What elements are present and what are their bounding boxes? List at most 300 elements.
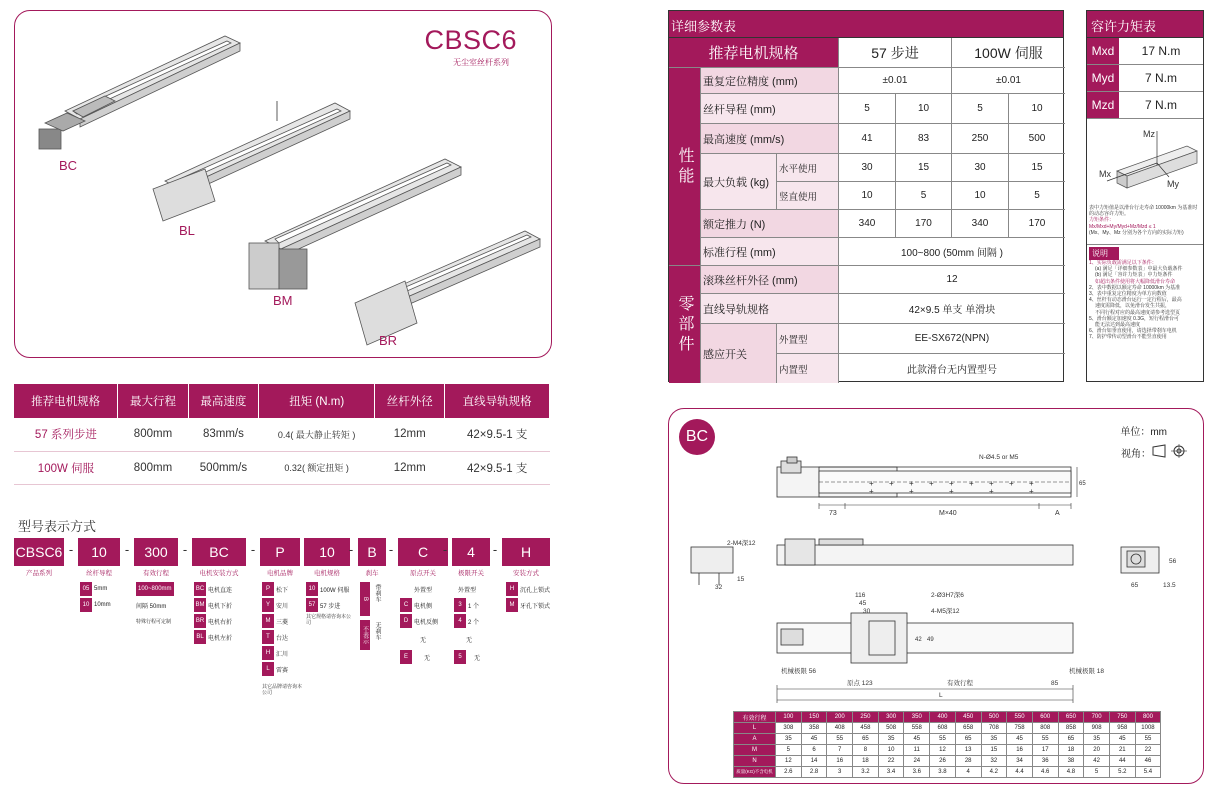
option-mount bbox=[194, 582, 232, 596]
dim-hole-label: N-Ø4.5 or M5 bbox=[979, 454, 1019, 461]
dim-cell: 17 bbox=[1032, 745, 1058, 756]
left-end-view bbox=[691, 547, 733, 585]
code-dash: - bbox=[68, 542, 74, 557]
dim-cell: 12 bbox=[930, 745, 956, 756]
row-stroke: 标准行程 (mm) bbox=[701, 238, 839, 266]
code-stroke: 300 bbox=[134, 538, 178, 566]
dim-cell: 18 bbox=[1058, 745, 1084, 756]
group-parts: 零部件 bbox=[669, 266, 701, 383]
dim-cell: 408 bbox=[827, 723, 853, 734]
option-text: 台达 bbox=[276, 635, 289, 642]
row-internal: 内置型 bbox=[777, 354, 839, 383]
module-bm-image bbox=[249, 159, 461, 289]
dim-key: N bbox=[734, 756, 776, 767]
summary-cell: 0.32( 额定扭矩 ) bbox=[259, 451, 375, 484]
option-limit bbox=[454, 614, 479, 628]
note-line: 3、表中重复定位精度为单方向数值 bbox=[1089, 291, 1167, 298]
note-line: 6、滑台如垂直使用，请选择带刹车电机 bbox=[1089, 328, 1177, 335]
row-vertical: 竖直使用 bbox=[777, 182, 839, 210]
dim-key: 质量(KG)不含电机 bbox=[734, 767, 776, 778]
option-text: 无 bbox=[424, 655, 431, 662]
dim-cell: 45 bbox=[801, 734, 827, 745]
dowel-label: 2-Ø3H7深6 bbox=[931, 592, 964, 599]
dim-cell: 16 bbox=[827, 756, 853, 767]
dim-56: 56 bbox=[1169, 558, 1177, 565]
option-brand bbox=[262, 630, 288, 644]
code-label: 电机品牌 bbox=[267, 570, 293, 577]
value: ±0.01 bbox=[839, 68, 952, 94]
value: 5 bbox=[1009, 182, 1065, 210]
value: 340 bbox=[839, 210, 896, 238]
dim-cell: 3.4 bbox=[878, 767, 904, 778]
dim-cell: 45 bbox=[904, 734, 930, 745]
code-label: 丝杆导程 bbox=[86, 570, 112, 577]
option-text: 电机反侧 bbox=[414, 619, 439, 626]
summary-header: 扭矩 (N.m) bbox=[259, 384, 375, 418]
dim-cell: 18 bbox=[853, 756, 879, 767]
dim-header: 550 bbox=[1007, 712, 1033, 723]
dim-cell: 34 bbox=[1007, 756, 1033, 767]
summary-table bbox=[14, 384, 550, 485]
row-lead: 丝杆导程 (mm) bbox=[701, 94, 839, 124]
dim-135: 13.5 bbox=[1163, 582, 1176, 589]
module-br-image bbox=[355, 231, 540, 345]
dim-cell: 608 bbox=[930, 723, 956, 734]
option-mount bbox=[194, 598, 232, 612]
dim-cell: 6 bbox=[801, 745, 827, 756]
dim-header: 700 bbox=[1084, 712, 1110, 723]
module-bl-image bbox=[153, 101, 350, 221]
spec-note: 其它规格请咨询本公司 bbox=[306, 614, 352, 627]
code-lead: 10 bbox=[78, 538, 120, 566]
option-lead bbox=[80, 598, 111, 612]
group-performance: 性能 bbox=[669, 68, 701, 266]
dim-cell: 22 bbox=[1135, 745, 1161, 756]
dim-cell: 28 bbox=[955, 756, 981, 767]
dim-45: 45 bbox=[859, 600, 867, 607]
dim-header: 100 bbox=[776, 712, 802, 723]
summary-cell: 100W 伺服 bbox=[14, 451, 118, 484]
code-label: 电机规格 bbox=[314, 570, 340, 577]
value: 170 bbox=[1009, 210, 1065, 238]
value: 15 bbox=[1009, 154, 1065, 182]
value: 170 bbox=[896, 210, 952, 238]
note-line: 2、表中数据以额定寿命 10000km 为基准 bbox=[1089, 284, 1181, 291]
option-text: 电机左折 bbox=[208, 635, 233, 642]
stroke-label: 有效行程 bbox=[947, 680, 973, 687]
motor-b: 100W 伺服 bbox=[952, 38, 1065, 68]
code-dash: - bbox=[124, 542, 130, 557]
dim-cell: 3.8 bbox=[930, 767, 956, 778]
dim-m40: M×40 bbox=[939, 510, 957, 517]
svg-text:+: + bbox=[909, 479, 914, 488]
option-text: 5mm bbox=[94, 586, 108, 592]
svg-text:Mx: Mx bbox=[1099, 169, 1111, 179]
dim-32: 32 bbox=[715, 584, 723, 591]
code-label: 有效行程 bbox=[143, 570, 169, 577]
dim-cell: 908 bbox=[1084, 723, 1110, 734]
dim-cell: 8 bbox=[853, 745, 879, 756]
note-line: 能无法达到最高速度 bbox=[1095, 322, 1141, 329]
note-line: 速度需降低，以免滑台发生共振， bbox=[1095, 303, 1171, 310]
dim-cell: 35 bbox=[981, 734, 1007, 745]
summary-cell: 500mm/s bbox=[188, 451, 259, 484]
dim-cell: 35 bbox=[1084, 734, 1110, 745]
option-brake-text: 无刹车 bbox=[374, 622, 380, 640]
note-line: 力矩条件： bbox=[1089, 217, 1115, 224]
value: 42×9.5 单支 单滑块 bbox=[839, 294, 1065, 324]
dim-cell: 4.4 bbox=[1007, 767, 1033, 778]
option-mount bbox=[194, 630, 232, 644]
dim-header: 450 bbox=[955, 712, 981, 723]
dim-49: 49 bbox=[927, 637, 934, 643]
value: 340 bbox=[952, 210, 1009, 238]
option-key: H bbox=[506, 582, 518, 596]
table-row bbox=[1087, 92, 1203, 119]
option-key: BR bbox=[194, 614, 206, 628]
svg-text:+: + bbox=[949, 479, 954, 488]
value: 10 bbox=[1009, 94, 1065, 124]
svg-text:+: + bbox=[1029, 487, 1034, 496]
summary-header: 最大行程 bbox=[118, 384, 188, 418]
option-text: 电机右折 bbox=[208, 619, 233, 626]
dim-header: 600 bbox=[1032, 712, 1058, 723]
summary-cell: 42×9.5-1 支 bbox=[445, 451, 550, 484]
dim-key: M bbox=[734, 745, 776, 756]
svg-text:+: + bbox=[1029, 479, 1034, 488]
value: 10 bbox=[839, 182, 896, 210]
variant-label-bm: BM bbox=[273, 293, 293, 308]
module-bc-image bbox=[39, 36, 240, 149]
note-line: 5、滑台额定加速度 0.3G，短行程滑台可 bbox=[1089, 315, 1180, 322]
motor-label: 推荐电机规格 bbox=[669, 38, 839, 68]
moment-key: Myd bbox=[1087, 65, 1119, 91]
row-repeat: 重复定位精度 (mm) bbox=[701, 68, 839, 94]
dim-cell: 7 bbox=[827, 745, 853, 756]
code-label: 原点开关 bbox=[410, 570, 436, 577]
option-text: 安川 bbox=[276, 603, 289, 610]
code-label: 安装方式 bbox=[513, 570, 539, 577]
option-key: C bbox=[400, 598, 412, 612]
option-brake-key: B bbox=[360, 582, 370, 616]
svg-text:+: + bbox=[869, 479, 874, 488]
limit-head: 外置型 bbox=[458, 587, 477, 594]
note-line: Mx/Mxd+My/Myd+Mz/Mzd ≤ 1 bbox=[1089, 223, 1156, 230]
option-install bbox=[506, 598, 550, 612]
option-key: M bbox=[506, 598, 518, 612]
bottom-dim-lines bbox=[777, 685, 1073, 703]
dimension-table bbox=[733, 711, 1161, 778]
code-dash: - bbox=[492, 542, 498, 557]
note-line: 1、实际负载需满足以下条件： bbox=[1089, 260, 1157, 267]
table-row bbox=[1087, 65, 1203, 92]
dim-cell: 458 bbox=[853, 723, 879, 734]
dim-cell: 45 bbox=[1007, 734, 1033, 745]
origin-head: 外置型 bbox=[414, 587, 433, 594]
value: 12 bbox=[839, 266, 1065, 294]
dim-cell: 26 bbox=[930, 756, 956, 767]
summary-header: 直线导轨规格 bbox=[445, 384, 550, 418]
code-brake: B bbox=[358, 538, 386, 566]
option-stroke: 间隔 50mm bbox=[136, 603, 167, 610]
dim-cell: 55 bbox=[1032, 734, 1058, 745]
option-origin: 无 bbox=[420, 637, 427, 644]
option-key: 10 bbox=[306, 582, 318, 596]
product-subtitle: 无尘室丝杆系列 bbox=[453, 58, 509, 67]
dim-cell: 708 bbox=[981, 723, 1007, 734]
row-speed: 最高速度 (mm/s) bbox=[701, 124, 839, 154]
product-title: CBSC6 bbox=[424, 25, 517, 55]
moment-key: Mxd bbox=[1087, 38, 1119, 64]
table-row bbox=[734, 723, 1161, 734]
m5-label: 4-M5深12 bbox=[931, 608, 960, 615]
dim-cell: 65 bbox=[853, 734, 879, 745]
value: 15 bbox=[896, 154, 952, 182]
summary-cell: 0.4( 最大静止转矩 ) bbox=[259, 418, 375, 451]
dim-65: 65 bbox=[1079, 481, 1086, 487]
dim-cell: 4.8 bbox=[1058, 767, 1084, 778]
svg-text:My: My bbox=[1167, 179, 1179, 189]
option-key: 57 bbox=[306, 598, 318, 612]
option-limit bbox=[454, 598, 479, 612]
svg-text:+: + bbox=[949, 487, 954, 496]
code-spec: 10 bbox=[304, 538, 350, 566]
dim-header: 800 bbox=[1135, 712, 1161, 723]
dim-header: 650 bbox=[1058, 712, 1084, 723]
top-view bbox=[777, 457, 1071, 497]
dim-cell: 55 bbox=[1135, 734, 1161, 745]
table-row bbox=[734, 734, 1161, 745]
option-brake-text: 带刹车 bbox=[374, 584, 380, 602]
dim-cell: 13 bbox=[955, 745, 981, 756]
dim-cell: 2.8 bbox=[801, 767, 827, 778]
option-origin bbox=[400, 598, 432, 612]
notes-title: 说明 bbox=[1089, 247, 1119, 260]
option-text: 牙孔下锁式 bbox=[520, 603, 551, 610]
motor-a: 57 步进 bbox=[839, 38, 952, 68]
moment-note bbox=[1087, 205, 1203, 236]
code-install: H bbox=[502, 538, 550, 566]
option-text: 10mm bbox=[94, 602, 111, 608]
code-limit: 4 bbox=[452, 538, 490, 566]
option-key: BL bbox=[194, 630, 206, 644]
code-label: 电机安装方式 bbox=[199, 570, 239, 577]
option-text: 电机直连 bbox=[208, 587, 233, 594]
option-text: 2 个 bbox=[468, 619, 480, 626]
dim-cell: 12 bbox=[776, 756, 802, 767]
bc-badge: BC bbox=[679, 419, 715, 455]
option-key: T bbox=[262, 630, 274, 644]
dim-cell: 55 bbox=[827, 734, 853, 745]
value: 此款滑台无内置型号 bbox=[907, 365, 997, 376]
dim-cell: 24 bbox=[904, 756, 930, 767]
dim-cell: 38 bbox=[1058, 756, 1084, 767]
code-dash: - bbox=[348, 542, 354, 557]
table-row bbox=[734, 712, 1161, 723]
dim-cell: 5 bbox=[1084, 767, 1110, 778]
summary-cell: 800mm bbox=[118, 451, 188, 484]
dim-cell: 3.6 bbox=[904, 767, 930, 778]
dim-cell: 358 bbox=[801, 723, 827, 734]
dim-cell: 658 bbox=[955, 723, 981, 734]
summary-header: 推荐电机规格 bbox=[14, 384, 118, 418]
dim-cell: 4.2 bbox=[981, 767, 1007, 778]
dim-header: 200 bbox=[827, 712, 853, 723]
dim-cell: 5 bbox=[776, 745, 802, 756]
limit-left-label: 机械极限 56 bbox=[781, 668, 817, 675]
summary-cell: 57 系列步进 bbox=[14, 418, 118, 451]
option-spec bbox=[306, 582, 349, 596]
option-key: 05 bbox=[80, 582, 92, 596]
option-text: 松下 bbox=[276, 587, 289, 594]
dim-85: 85 bbox=[1051, 680, 1059, 687]
option-key: E bbox=[400, 650, 412, 664]
option-text: 沉孔上锁式 bbox=[520, 587, 551, 594]
summary-header: 最高速度 bbox=[188, 384, 259, 418]
dim-cell: 35 bbox=[878, 734, 904, 745]
option-key: 3 bbox=[454, 598, 466, 612]
dim-cell: 22 bbox=[878, 756, 904, 767]
value: 10 bbox=[952, 182, 1009, 210]
dim-cell: 3 bbox=[827, 767, 853, 778]
value: 5 bbox=[952, 94, 1009, 124]
dim-73: 73 bbox=[829, 510, 837, 517]
product-hero-panel bbox=[14, 10, 552, 358]
dim-cell: 55 bbox=[930, 734, 956, 745]
row-rail: 直线导轨规格 bbox=[701, 294, 839, 324]
dim-42: 42 bbox=[915, 637, 922, 643]
dim-a: A bbox=[1055, 510, 1060, 517]
dim-cell: 1008 bbox=[1135, 723, 1161, 734]
summary-cell: 42×9.5-1 支 bbox=[445, 418, 550, 451]
summary-cell: 12mm bbox=[375, 451, 445, 484]
option-text: 雷赛 bbox=[276, 667, 289, 674]
value: 10 bbox=[896, 94, 952, 124]
dim-cell: 2.6 bbox=[776, 767, 802, 778]
row-screw: 滚珠丝杆外径 (mm) bbox=[701, 266, 839, 294]
dim-header: 250 bbox=[853, 712, 879, 723]
view-label: 视角： bbox=[1121, 449, 1151, 460]
side-view bbox=[777, 539, 1073, 565]
dim-header: 150 bbox=[801, 712, 827, 723]
option-brand bbox=[262, 598, 288, 612]
svg-text:+: + bbox=[1009, 479, 1014, 488]
dim-header: 350 bbox=[904, 712, 930, 723]
option-key: 4 bbox=[454, 614, 466, 628]
option-stroke: 100~800mm bbox=[136, 582, 174, 596]
bc-drawing-panel bbox=[668, 408, 1204, 784]
option-key: BC bbox=[194, 582, 206, 596]
param-table-title: 详细参数表 bbox=[669, 11, 1063, 38]
dim-cell: 808 bbox=[1032, 723, 1058, 734]
note-line: (b) 满足「容许力矩表」中力矩条件 bbox=[1095, 272, 1173, 279]
dim-cell: 3.2 bbox=[853, 767, 879, 778]
moment-axes-diagram bbox=[1087, 121, 1203, 201]
table-row bbox=[14, 418, 550, 451]
svg-text:+: + bbox=[989, 487, 994, 496]
variant-label-br: BR bbox=[379, 333, 398, 348]
note-line: (a) 满足「详细参数表」中最大负载条件 bbox=[1095, 266, 1183, 273]
svg-text:Mz: Mz bbox=[1143, 129, 1155, 139]
note-line: 7、防护带传动型滑台不能竖直使用 bbox=[1089, 334, 1167, 341]
summary-cell: 800mm bbox=[118, 418, 188, 451]
code-series: CBSC6 bbox=[14, 538, 64, 566]
value: 30 bbox=[952, 154, 1009, 182]
detail-param-table bbox=[668, 10, 1064, 382]
option-text: 汇川 bbox=[276, 651, 289, 658]
code-dash: - bbox=[442, 542, 448, 557]
dim-65b: 65 bbox=[1131, 582, 1139, 589]
brand-note: 其它品牌请咨询本公司 bbox=[262, 684, 303, 697]
origin-label: 原点 123 bbox=[847, 680, 873, 687]
right-end-view bbox=[1121, 547, 1159, 573]
value: 41 bbox=[839, 124, 896, 154]
option-limit bbox=[454, 650, 480, 664]
value: 5 bbox=[896, 182, 952, 210]
option-key: M bbox=[262, 614, 274, 628]
value: ±0.01 bbox=[952, 68, 1065, 94]
value: 250 bbox=[952, 124, 1009, 154]
dim-cell: 46 bbox=[1135, 756, 1161, 767]
row-thrust: 额定推力 (N) bbox=[701, 210, 839, 238]
option-key: 10 bbox=[80, 598, 92, 612]
code-dash: - bbox=[388, 542, 394, 557]
code-label: 极限开关 bbox=[458, 570, 484, 577]
moment-title: 容许力矩表 bbox=[1087, 11, 1203, 38]
svg-text:+: + bbox=[909, 487, 914, 496]
dim-cell: 10 bbox=[878, 745, 904, 756]
table-row bbox=[734, 745, 1161, 756]
unit-label: 单位：mm bbox=[1120, 427, 1167, 438]
table-row bbox=[1087, 38, 1203, 65]
table-row bbox=[734, 756, 1161, 767]
row-external: 外置型 bbox=[777, 324, 839, 354]
value: 100~800 (50mm 间隔 ) bbox=[839, 238, 1065, 266]
code-label: 刹车 bbox=[365, 570, 379, 577]
dim-cell: 558 bbox=[904, 723, 930, 734]
option-key: Y bbox=[262, 598, 274, 612]
option-text: 100W 伺服 bbox=[320, 587, 350, 594]
code-dash: - bbox=[250, 542, 256, 557]
option-key: L bbox=[262, 662, 274, 676]
option-key: D bbox=[400, 614, 412, 628]
dim-cell: 858 bbox=[1058, 723, 1084, 734]
summary-cell: 12mm bbox=[375, 418, 445, 451]
option-lead bbox=[80, 582, 107, 596]
summary-cell: 83mm/s bbox=[188, 418, 259, 451]
option-brake-key: 不表示 bbox=[360, 620, 370, 650]
option-text: 57 步进 bbox=[320, 603, 341, 610]
option-install bbox=[506, 582, 550, 596]
note-line: 如超出条件使用将大幅降低滑台寿命 bbox=[1095, 278, 1176, 285]
option-key: H bbox=[262, 646, 274, 660]
dim-cell: 44 bbox=[1109, 756, 1135, 767]
variant-label-bl: BL bbox=[179, 223, 195, 238]
dim-header: 400 bbox=[930, 712, 956, 723]
notes-list bbox=[1089, 260, 1201, 341]
dim-cell: 65 bbox=[1058, 734, 1084, 745]
dim-cell: 11 bbox=[904, 745, 930, 756]
dim-cell: 15 bbox=[981, 745, 1007, 756]
svg-text:+: + bbox=[929, 479, 934, 488]
option-key: BM bbox=[194, 598, 206, 612]
option-text: 电机侧 bbox=[414, 603, 433, 610]
value: 5 bbox=[839, 94, 896, 124]
notes-box bbox=[1087, 244, 1203, 343]
table-row bbox=[734, 767, 1161, 778]
dim-cell: 35 bbox=[776, 734, 802, 745]
dim-30: 30 bbox=[863, 608, 871, 615]
